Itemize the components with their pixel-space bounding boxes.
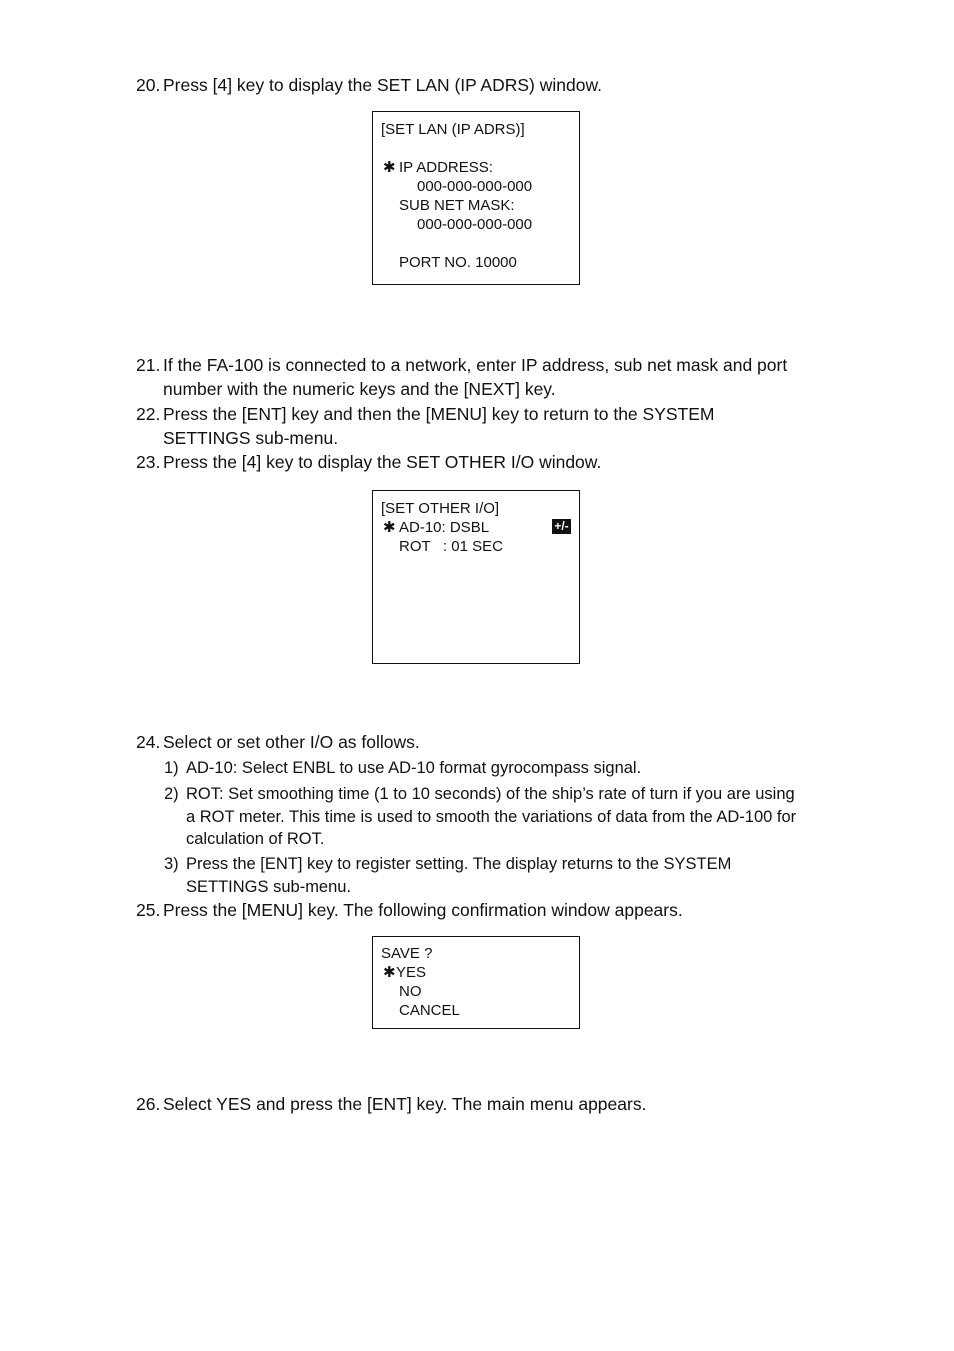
substep-text: AD-10: Select ENBL to use AD-10 format gyrocompass signal.: [186, 759, 642, 777]
step-number: 25.: [136, 900, 161, 920]
lcd-set-lan-window: [372, 111, 580, 285]
step-number: 21.: [136, 355, 161, 375]
substep-text: ROT: Set smoothing time (1 to 10 seconds) of the ship’s rate of turn if you are using a ROT meter. This time is used to smooth the variations of data from the AD-100 for calculation of ROT.: [186, 785, 797, 848]
substep-3: [164, 853, 814, 898]
step-26: [136, 1092, 816, 1116]
option-yes: YES: [396, 964, 427, 981]
cursor-asterisk-icon: ✱: [383, 519, 396, 536]
step-text: Press the [MENU] key. The following confirmation window appears.: [163, 900, 683, 920]
step-25: [136, 898, 816, 922]
ad10-setting: AD-10: DSBL: [399, 519, 490, 536]
plus-minus-icon: +/-: [552, 519, 571, 534]
subnet-mask-value: 000-000-000-000: [417, 216, 533, 233]
ip-address-label: IP ADDRESS:: [399, 159, 493, 176]
step-text: If the FA-100 is connected to a network, enter IP address, sub net mask and port number with the numeric keys and the [NEXT] key.: [163, 355, 788, 399]
option-no: NO: [399, 983, 422, 1000]
rot-setting: ROT : 01 SEC: [399, 538, 503, 555]
step-text: Select or set other I/O as follows.: [163, 732, 420, 752]
cursor-asterisk-icon: ✱: [383, 964, 396, 981]
lcd-set-other-io-window: [372, 490, 580, 664]
port-number: PORT NO. 10000: [399, 254, 517, 271]
step-number: 23.: [136, 452, 161, 472]
lcd-save-confirmation-window: [372, 936, 580, 1029]
subnet-mask-label: SUB NET MASK:: [399, 197, 515, 214]
step-23: [136, 450, 816, 474]
step-text: Press the [4] key to display the SET OTHER I/O window.: [163, 452, 602, 472]
substep-text: Press the [ENT] key to register setting. The display returns to the SYSTEM SETTINGS sub-menu.: [186, 855, 732, 896]
substep-number: 2): [164, 785, 179, 803]
step-20: [136, 73, 816, 97]
step-text: Press [4] key to display the SET LAN (IP ADRS) window.: [163, 75, 602, 95]
lcd-title: SAVE ?: [381, 945, 433, 962]
step-text: Select YES and press the [ENT] key. The main menu appears.: [163, 1094, 647, 1114]
step-24: [136, 730, 816, 754]
cursor-asterisk-icon: ✱: [383, 159, 396, 176]
ip-address-value: 000-000-000-000: [417, 178, 533, 195]
substep-2: [164, 783, 814, 851]
substep-1: [164, 757, 814, 780]
step-number: 22.: [136, 404, 161, 424]
step-number: 26.: [136, 1094, 161, 1114]
option-cancel: CANCEL: [399, 1002, 460, 1019]
substep-number: 3): [164, 855, 179, 873]
substep-number: 1): [164, 759, 179, 777]
step-21: [136, 353, 816, 401]
step-number: 20.: [136, 75, 161, 95]
step-22: [136, 402, 816, 450]
step-text: Press the [ENT] key and then the [MENU] key to return to the SYSTEM SETTINGS sub-menu.: [163, 404, 715, 448]
step-number: 24.: [136, 732, 161, 752]
lcd-title: [SET OTHER I/O]: [381, 500, 500, 517]
lcd-title: [SET LAN (IP ADRS)]: [381, 121, 525, 138]
